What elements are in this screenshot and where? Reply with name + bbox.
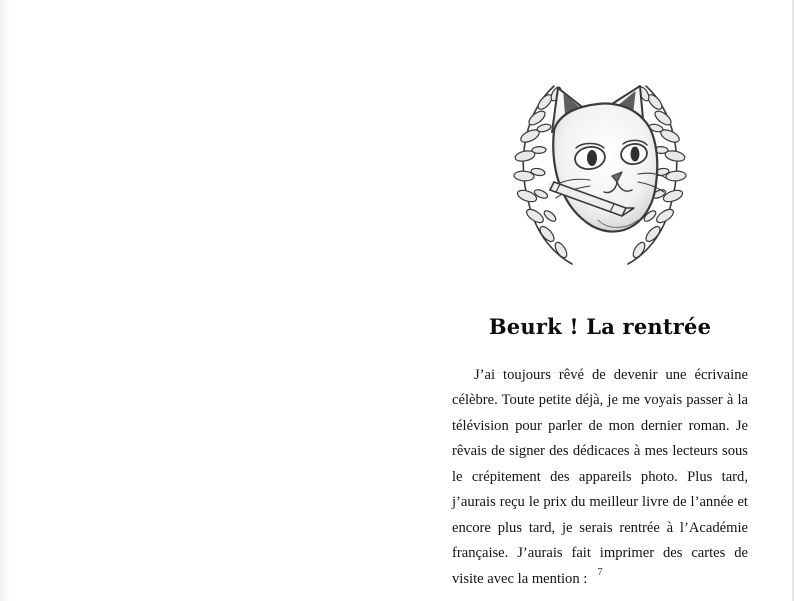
gutter-shadow [0, 0, 10, 601]
body-paragraph: J’ai toujours rêvé de devenir une écrivaine célèbre. Toute petite déjà, je me voyais passer à la télévision pour parler de mon dernier roman. Je rêvais de signer des dédicaces à mes lecteurs sous le crépitement des appareils photo. Plus tard, j’aurais reçu le prix du meilleur livre de l’année et encore plus tard, je serais rentrée à l’Académie française. J’aurais fait imprimer des cartes de visite avec la mention : [452, 366, 748, 587]
page-number: 7 [597, 566, 603, 578]
cat-with-pencil-in-laurel-wreath-illustration [494, 58, 706, 280]
chapter-title: Beurk ! La rentrée [488, 314, 712, 340]
page-content-column [452, 0, 748, 601]
